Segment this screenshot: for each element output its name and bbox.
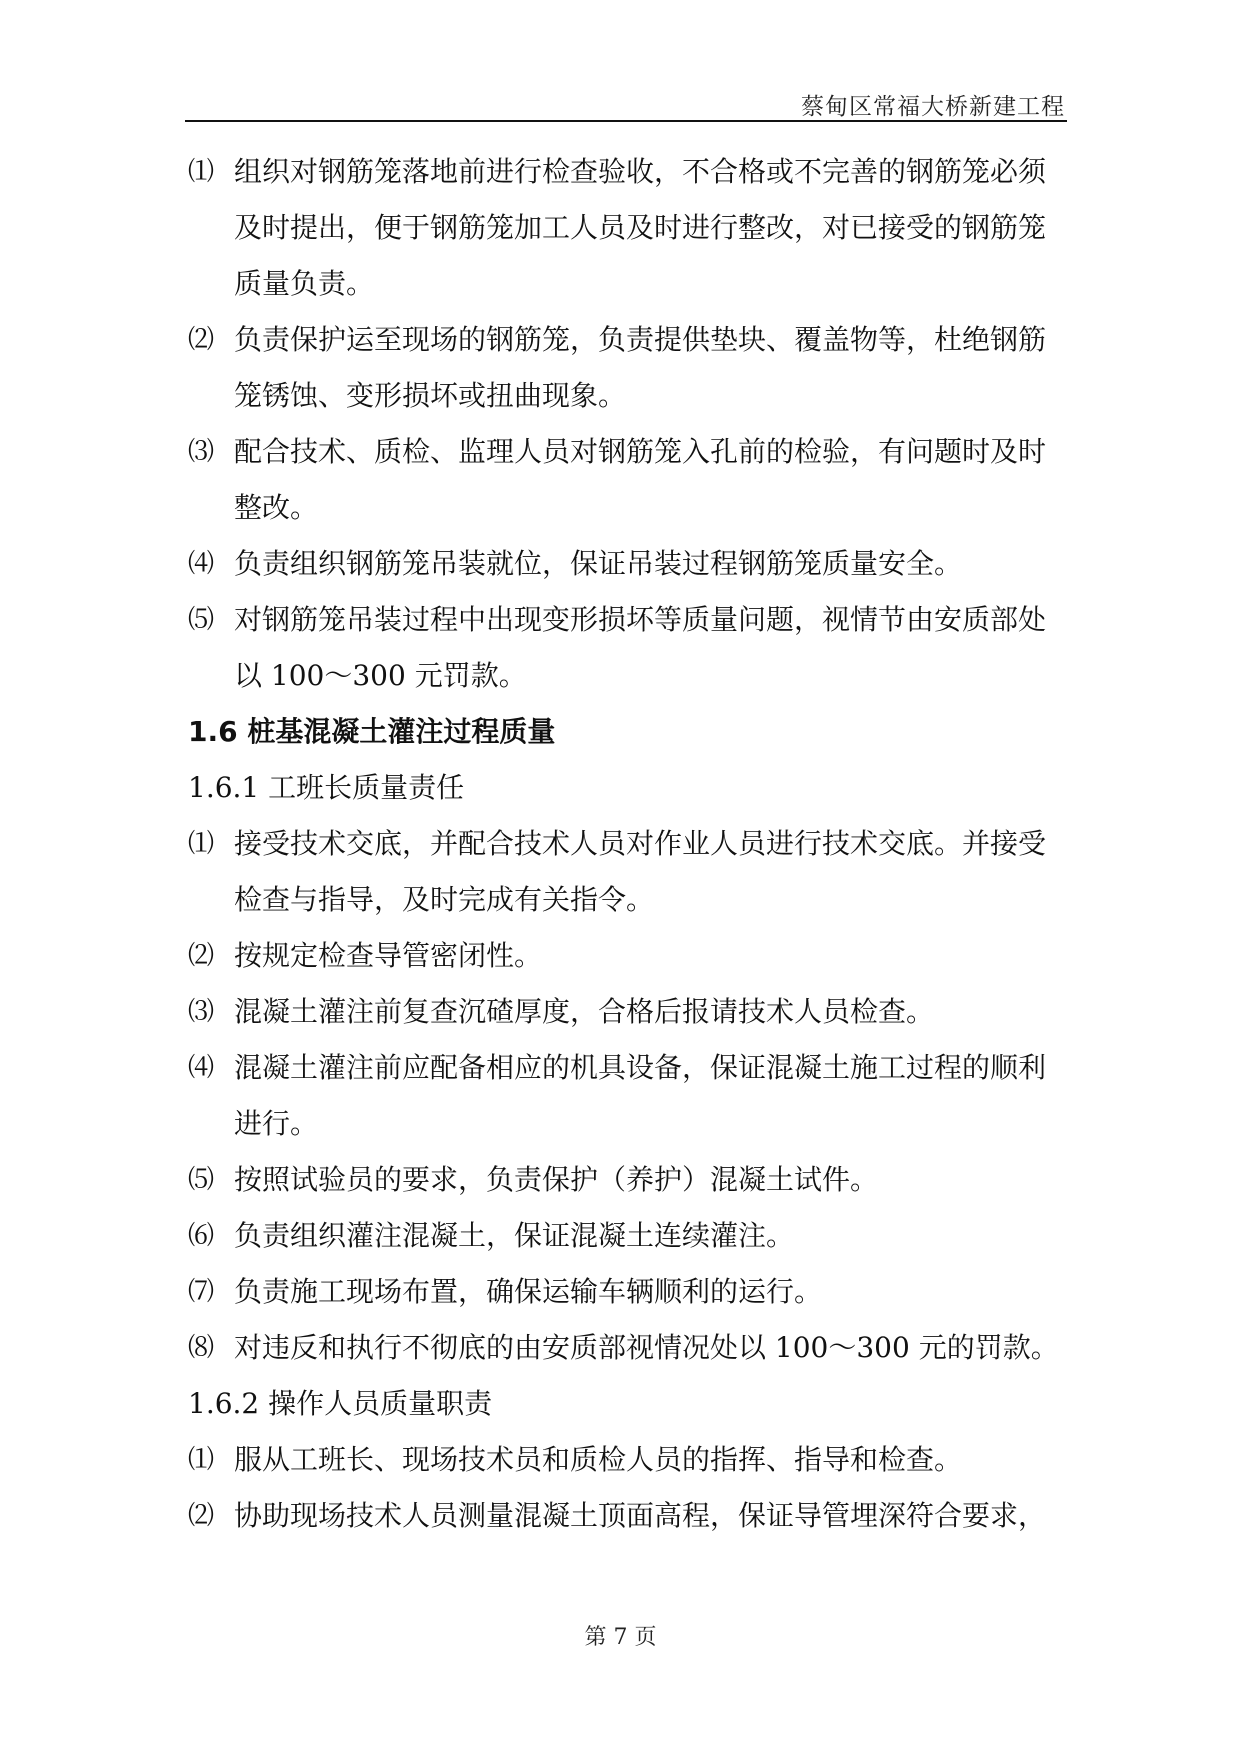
list-item [188,1040,1068,1152]
subsection-heading: 1.6.1 工班长质量责任 [188,771,465,804]
list-item-number: ⑺ [188,1277,215,1307]
list-item-text: 对钢筋笼吊装过程中出现变形损坏等质量问题，视情节由安质部处以 100～300 元罚款。 [234,603,1047,692]
header-title: 蔡甸区常福大桥新建工程 [801,94,1065,120]
list-item [188,1264,1068,1320]
list-item [188,928,1068,984]
list-item-number: ⑵ [188,325,215,355]
list-item-text: 配合技术、质检、监理人员对钢筋笼入孔前的检验，有问题时及时整改。 [234,435,1047,524]
list-item [188,144,1068,312]
subsection-heading: 1.6.2 操作人员质量职责 [188,1387,493,1420]
section-heading: 1.6 桩基混凝土灌注过程质量 [188,715,556,748]
list-item-text: 负责保护运至现场的钢筋笼，负责提供垫块、覆盖物等，杜绝钢筋笼锈蚀、变形损坏或扭曲现象。 [234,323,1047,412]
list-item [188,1320,1068,1376]
list-item-number: ⑸ [188,605,215,635]
list-item-number: ⑹ [188,1221,215,1251]
list-item-text: 协助现场技术人员测量混凝土顶面高程，保证导管埋深符合要求， [234,1499,1047,1532]
list-item-number: ⑴ [188,1445,215,1475]
list-item-text: 按规定检查导管密闭性。 [234,939,543,972]
list-item [188,592,1068,704]
list-item [188,1488,1068,1544]
list-item [188,1208,1068,1264]
list-item [188,984,1068,1040]
document-body [188,144,1068,1544]
list-item-text: 负责施工现场布置，确保运输车辆顺利的运行。 [234,1275,823,1308]
list-item-number: ⑶ [188,997,215,1027]
list-item-text: 组织对钢筋笼落地前进行检查验收，不合格或不完善的钢筋笼必须及时提出，便于钢筋笼加工人员及时进行整改，对已接受的钢筋笼质量负责。 [234,155,1047,300]
list-item-number: ⑷ [188,1053,215,1083]
list-item [188,536,1068,592]
list-item-text: 服从工班长、现场技术员和质检人员的指挥、指导和检查。 [234,1443,963,1476]
list-item-text: 负责组织钢筋笼吊装就位，保证吊装过程钢筋笼质量安全。 [234,547,963,580]
list-item [188,1152,1068,1208]
list-item [188,816,1068,928]
list-item-text: 混凝土灌注前复查沉碴厚度，合格后报请技术人员检查。 [234,995,935,1028]
header-divider [185,120,1067,122]
list-item-text: 按照试验员的要求，负责保护（养护）混凝土试件。 [234,1163,879,1196]
list-item-number: ⑷ [188,549,215,579]
list-item-number: ⑵ [188,941,215,971]
list-item-number: ⑶ [188,437,215,467]
list-item-number: ⑴ [188,157,215,187]
list-item-text: 负责组织灌注混凝土，保证混凝土连续灌注。 [234,1219,795,1252]
list-item-number: ⑴ [188,829,215,859]
list-item-number: ⑵ [188,1501,215,1531]
page-number: 第 7 页 [584,1625,657,1650]
list-item-text: 混凝土灌注前应配备相应的机具设备，保证混凝土施工过程的顺利进行。 [234,1051,1047,1140]
list-item [188,1432,1068,1488]
list-item [188,424,1068,536]
list-item-text: 对违反和执行不彻底的由安质部视情况处以 100～300 元的罚款。 [234,1331,1059,1364]
list-item-number: ⑻ [188,1333,215,1363]
list-item [188,312,1068,424]
list-item-text: 接受技术交底，并配合技术人员对作业人员进行技术交底。并接受检查与指导，及时完成有关指令。 [234,827,1047,916]
list-item-number: ⑸ [188,1165,215,1195]
